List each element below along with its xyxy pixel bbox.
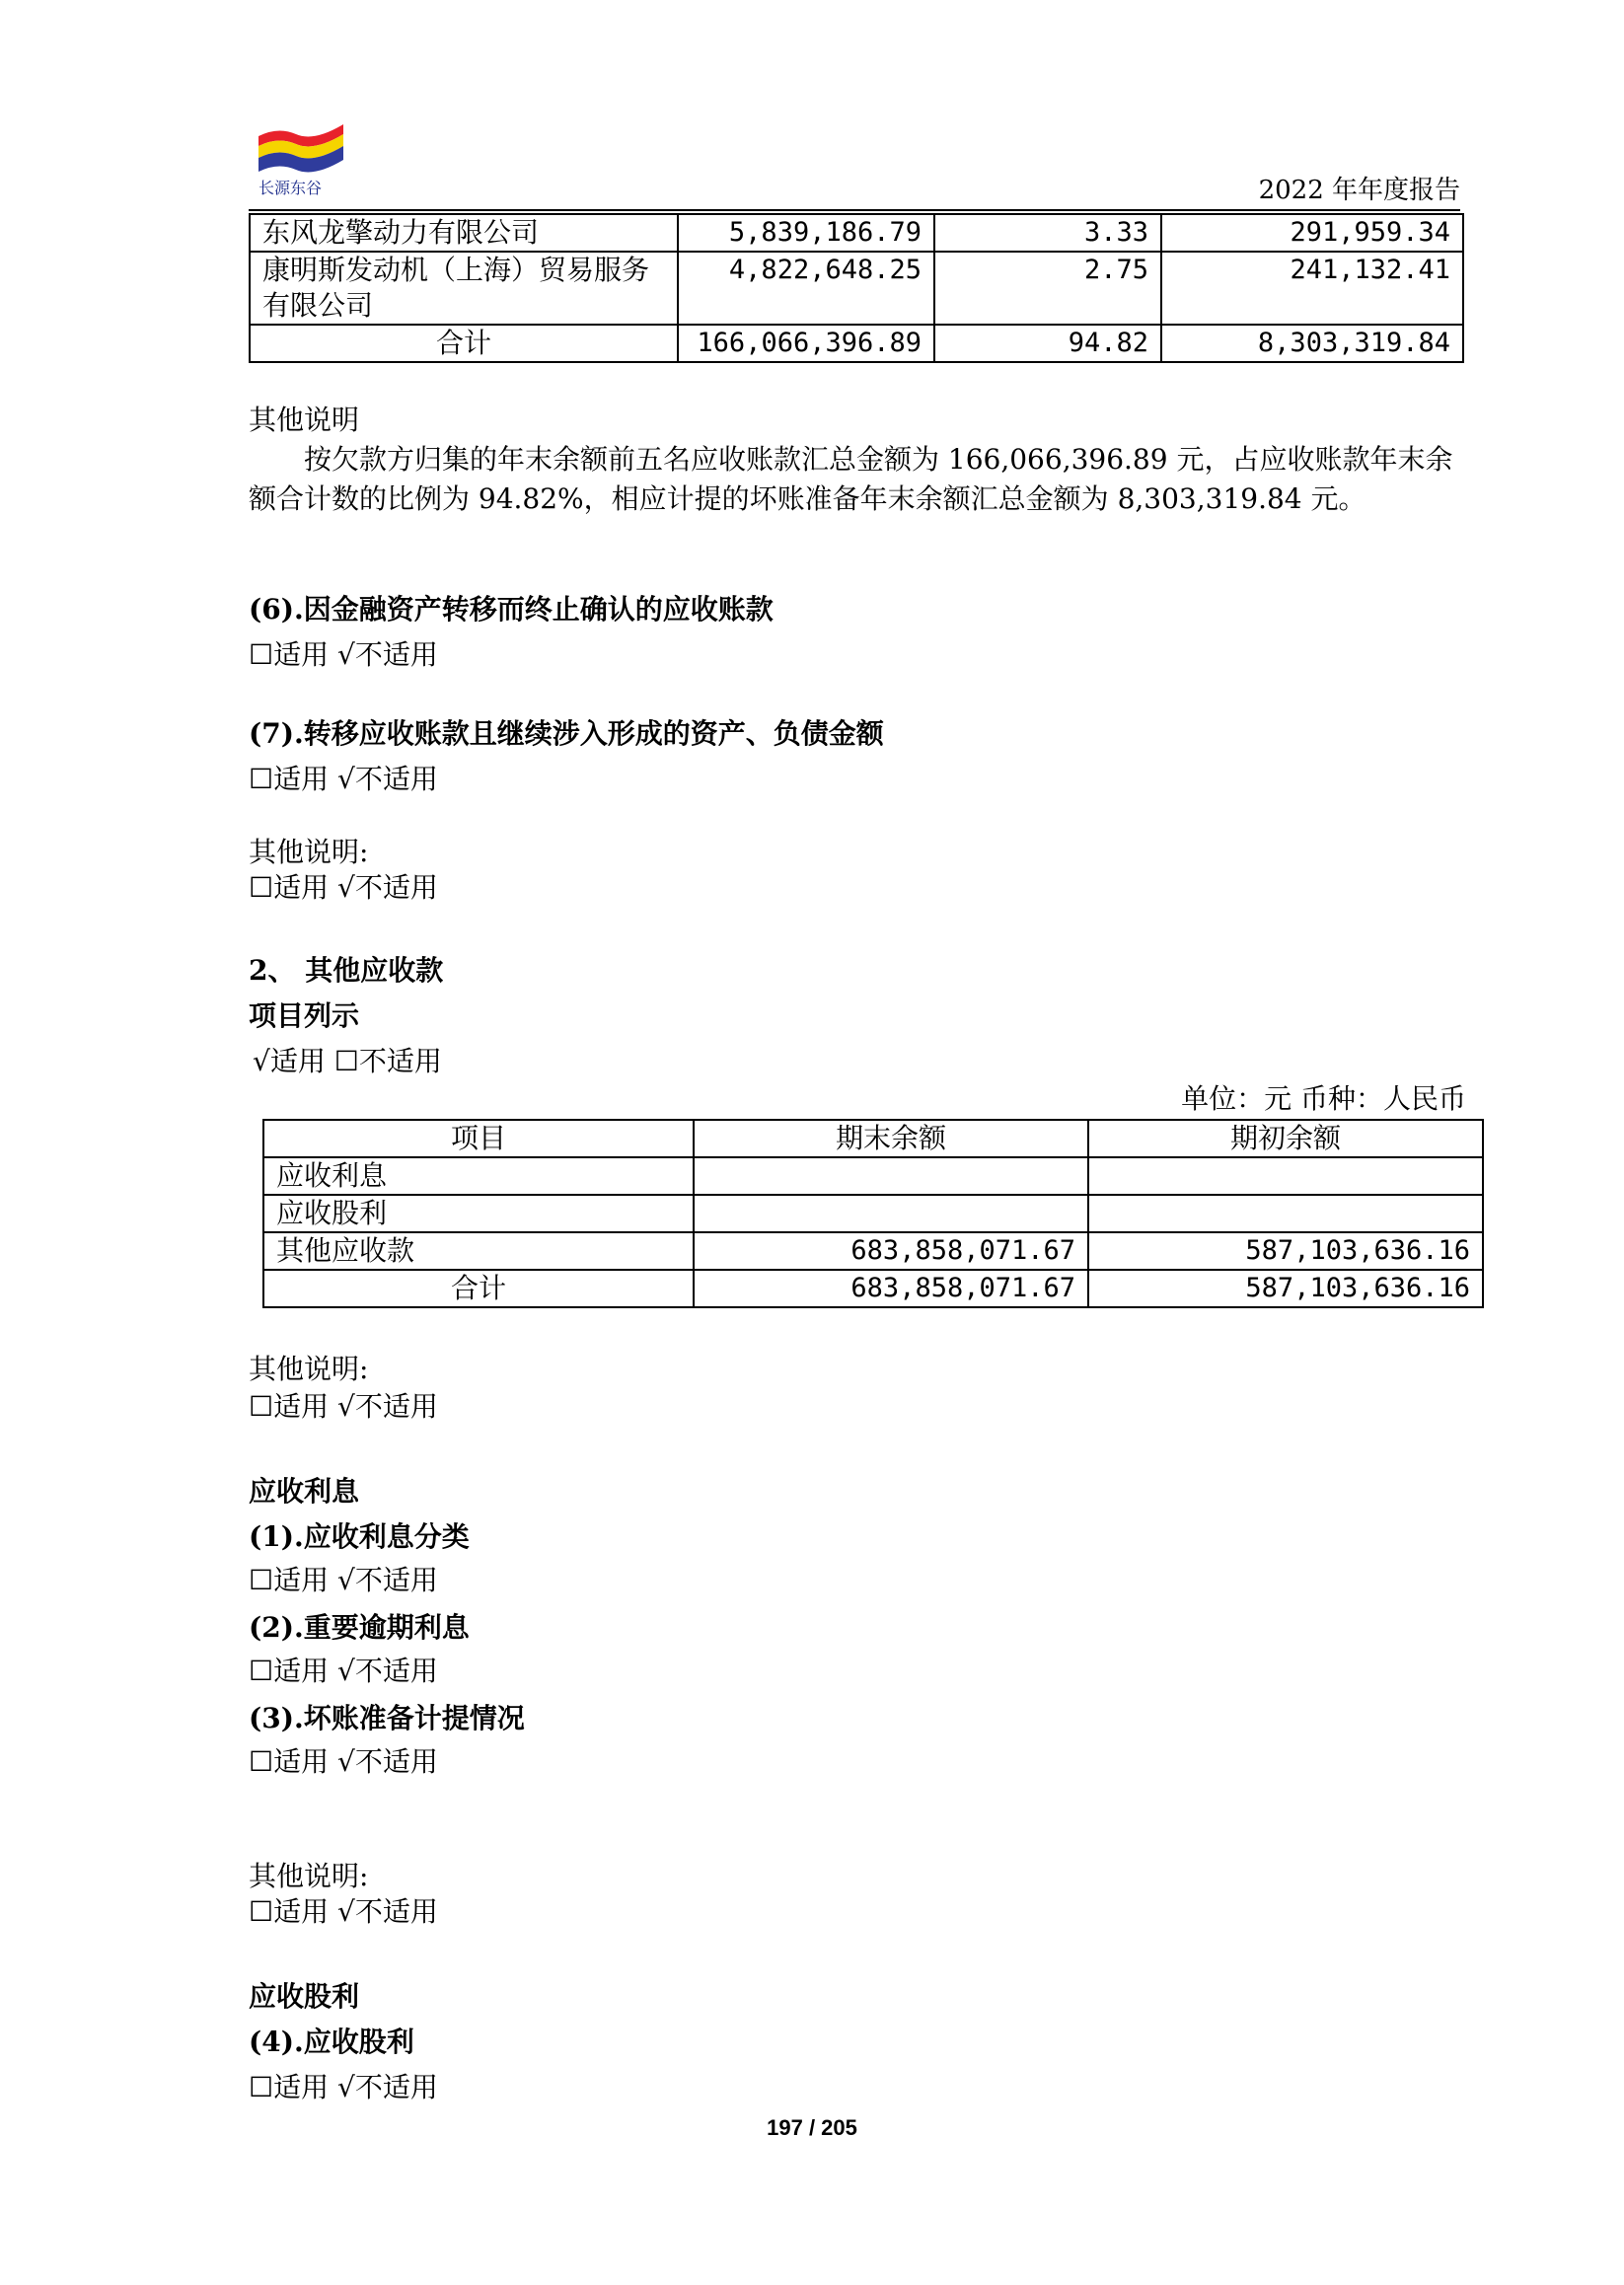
applicability-option: ☐适用 √不适用 — [249, 1745, 438, 1778]
ending-balance: 683,858,071.67 — [694, 1232, 1088, 1270]
section-subheading: (2).重要逾期利息 — [249, 1611, 470, 1644]
applicability-option: ☐适用 √不适用 — [249, 1895, 438, 1928]
provision-cell: 241,132.41 — [1161, 252, 1463, 325]
provision-cell: 8,303,319.84 — [1161, 325, 1463, 362]
item-name: 应收股利 — [263, 1195, 694, 1232]
debtor-name: 东风龙擎动力有限公司 — [250, 214, 678, 252]
column-header: 期末余额 — [694, 1120, 1088, 1157]
provision-cell: 291,959.34 — [1161, 214, 1463, 252]
page-number: 197 / 205 — [767, 2115, 857, 2140]
table-row — [250, 214, 1463, 252]
ending-balance — [694, 1157, 1088, 1195]
company-logo — [258, 118, 343, 178]
unit-currency-label: 单位：元 币种：人民币 — [1181, 1082, 1466, 1115]
total-label: 合计 — [250, 325, 678, 362]
other-note-text: 按欠款方归集的年末余额前五名应收账款汇总金额为 166,066,396.89 元，占应收账款年末余额合计数的比例为 94.82%，相应计提的坏账准备年末余额汇总金额为 8,303,319.84 元。 — [249, 443, 1453, 515]
amount-cell: 5,839,186.79 — [678, 214, 934, 252]
applicability-option: ☐适用 √不适用 — [249, 1655, 438, 1687]
opening-balance — [1088, 1157, 1483, 1195]
table-row — [250, 252, 1463, 325]
section-heading: 2、 其他应收款 — [249, 954, 444, 987]
logo-caption: 长源东谷 — [258, 179, 323, 197]
other-note-title: 其他说明: — [249, 1860, 369, 1892]
percentage-cell: 3.33 — [934, 214, 1161, 252]
ending-balance: 683,858,071.67 — [694, 1270, 1088, 1307]
report-year-title: 2022 年年度报告 — [1258, 176, 1460, 205]
percentage-cell: 2.75 — [934, 252, 1161, 325]
other-note-title: 其他说明: — [249, 836, 369, 868]
table-row — [263, 1232, 1483, 1270]
applicability-option: ☐适用 √不适用 — [249, 1564, 438, 1596]
opening-balance: 587,103,636.16 — [1088, 1270, 1483, 1307]
applicability-option: ☐适用 √不适用 — [249, 871, 438, 904]
opening-balance — [1088, 1195, 1483, 1232]
applicability-option: ☐适用 √不适用 — [249, 2071, 438, 2103]
debtor-name: 康明斯发动机（上海）贸易服务有限公司 — [250, 252, 678, 325]
amount-cell: 4,822,648.25 — [678, 252, 934, 325]
applicability-option: ☐适用 √不适用 — [249, 763, 438, 795]
table-header-row — [263, 1120, 1483, 1157]
percentage-cell: 94.82 — [934, 325, 1161, 362]
section-heading: (7).转移应收账款且继续涉入形成的资产、负债金额 — [249, 717, 884, 750]
table-row — [263, 1157, 1483, 1195]
other-note-title: 其他说明 — [249, 404, 360, 436]
table-total-row — [263, 1270, 1483, 1307]
amount-cell: 166,066,396.89 — [678, 325, 934, 362]
total-label: 合计 — [263, 1270, 694, 1307]
applicability-option: √适用 ☐不适用 — [253, 1045, 442, 1077]
section-heading: (6).因金融资产转移而终止确认的应收账款 — [249, 593, 774, 626]
table-total-row — [250, 325, 1463, 362]
top-five-receivables-table — [249, 213, 1464, 363]
section-subheading: 项目列示 — [249, 999, 360, 1032]
table-row — [263, 1195, 1483, 1232]
section-subheading: (1).应收利息分类 — [249, 1520, 470, 1553]
section-heading: 应收利息 — [249, 1475, 360, 1508]
item-name: 其他应收款 — [263, 1232, 694, 1270]
column-header: 项目 — [263, 1120, 694, 1157]
applicability-option: ☐适用 √不适用 — [249, 1390, 438, 1423]
other-receivables-table — [262, 1119, 1484, 1308]
section-subheading: (4).应收股利 — [249, 2026, 414, 2058]
applicability-option: ☐适用 √不适用 — [249, 638, 438, 671]
header-divider — [249, 209, 1460, 211]
item-name: 应收利息 — [263, 1157, 694, 1195]
section-subheading: (3).坏账准备计提情况 — [249, 1702, 525, 1734]
opening-balance: 587,103,636.16 — [1088, 1232, 1483, 1270]
other-note-title: 其他说明: — [249, 1353, 369, 1385]
column-header: 期初余额 — [1088, 1120, 1483, 1157]
ending-balance — [694, 1195, 1088, 1232]
section-heading: 应收股利 — [249, 1980, 360, 2013]
